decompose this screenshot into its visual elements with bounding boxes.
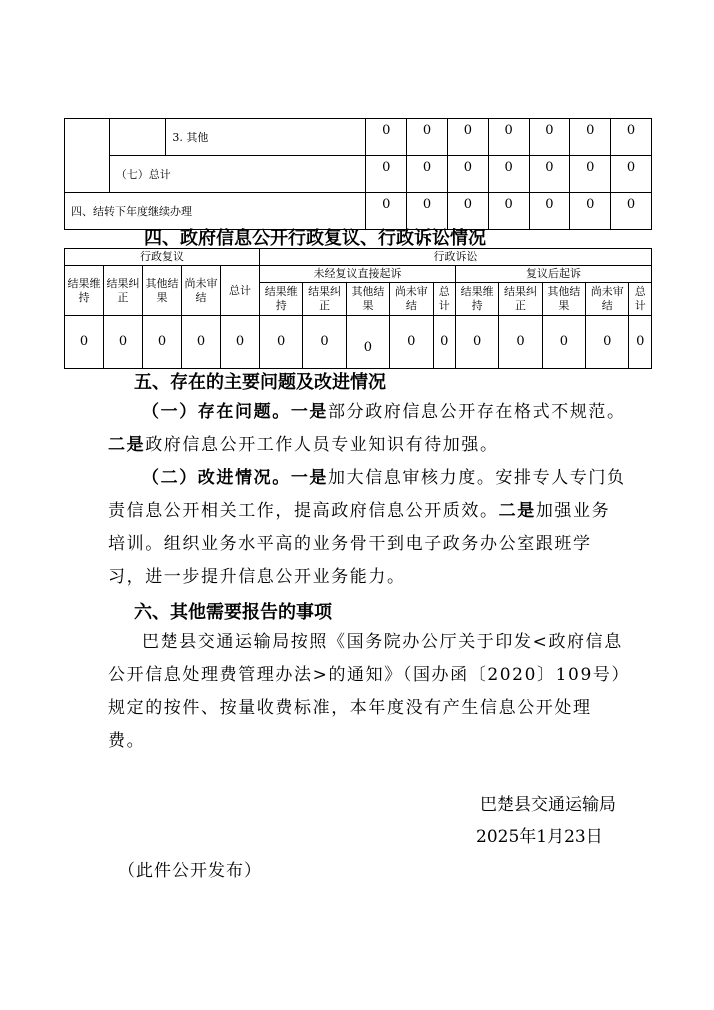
- publication-note: （此件公开发布）: [118, 861, 262, 881]
- table-cell: 0: [447, 193, 488, 230]
- table-cell: 0: [346, 316, 389, 369]
- table-cell: 0: [499, 316, 542, 369]
- table-cell: 0: [303, 316, 346, 369]
- table-cell: 0: [611, 193, 652, 230]
- table-header-row: [65, 266, 652, 283]
- col-header: 其他结果: [542, 283, 585, 316]
- disposal-table-tail: [64, 118, 652, 230]
- table-row: [65, 156, 652, 193]
- paragraph-text: 加大信息审核力度。安排专人专门负责信息公开相关工作，提高政府信息公开质效。: [108, 468, 626, 521]
- table-cell: 0: [488, 156, 529, 193]
- table-cell: 0: [488, 193, 529, 230]
- table-cell: 0: [570, 156, 611, 193]
- col-header: 结果维持: [65, 266, 104, 316]
- bold-marker: 一是: [290, 468, 329, 488]
- col-header: 结果维持: [455, 283, 498, 316]
- paragraph-title: （二）改进情况。: [142, 468, 291, 488]
- bold-marker: 一是: [290, 402, 329, 422]
- table-cell: 0: [407, 156, 448, 193]
- col-header: 结果纠正: [104, 266, 143, 316]
- table-cell: 0: [366, 156, 407, 193]
- col-header: 总计: [433, 283, 455, 316]
- table-cell: 0: [542, 316, 585, 369]
- table-cell: 0: [407, 119, 448, 156]
- table-cell: 0: [488, 119, 529, 156]
- table-cell: 0: [611, 119, 652, 156]
- table-cell: 0: [586, 316, 629, 369]
- col-header: 其他结果: [143, 266, 182, 316]
- bold-marker: 二是: [498, 501, 536, 521]
- table-cell: 0: [529, 193, 570, 230]
- table-cell: 0: [104, 316, 143, 369]
- table-cell: 0: [366, 193, 407, 230]
- table-cell: 0: [407, 193, 448, 230]
- table-cell: 0: [143, 316, 182, 369]
- signature-date: 2025年1月23日: [476, 827, 603, 847]
- header-reconsideration: 行政复议: [65, 249, 260, 266]
- table-cell: 0: [529, 156, 570, 193]
- section-heading-5: 五、存在的主要问题及改进情况: [134, 372, 386, 393]
- table-cell: 0: [570, 193, 611, 230]
- table-cell: 0: [611, 156, 652, 193]
- table-cell: 0: [260, 316, 303, 369]
- blank-cell: [65, 119, 110, 193]
- table-row: [65, 119, 652, 156]
- header-direct-suit: 未经复议直接起诉: [260, 266, 456, 283]
- col-header: 总计: [221, 266, 260, 316]
- section-heading-4: 四、政府信息公开行政复议、行政诉讼情况: [144, 228, 486, 249]
- col-header: 其他结果: [346, 283, 389, 316]
- col-header: 总计: [629, 283, 652, 316]
- table-cell: 0: [433, 316, 455, 369]
- row-label: 3. 其他: [166, 119, 366, 156]
- paragraph-other-matters: 巴楚县交通运输局按照《国务院办公厅关于印发<政府信息公开信息处理费管理办法>的通知》（国办函〔2020〕109号）规定的按件、按量收费标准，本年度没有产生信息公开处理费。: [108, 632, 623, 751]
- header-litigation: 行政诉讼: [260, 249, 652, 266]
- table-cell: 0: [447, 156, 488, 193]
- col-header: 结果维持: [260, 283, 303, 316]
- col-header: 尚未审结: [390, 283, 433, 316]
- review-litigation-table: [64, 248, 652, 369]
- paragraph-text: 部分政府信息公开存在格式不规范。: [328, 402, 626, 422]
- table-cell: 0: [447, 119, 488, 156]
- table-cell: 0: [529, 119, 570, 156]
- table-row: [65, 316, 652, 369]
- table-cell: 0: [221, 316, 260, 369]
- header-after-reconsideration: 复议后起诉: [455, 266, 651, 283]
- paragraph-improvements: [108, 462, 628, 594]
- paragraph-problems: [108, 396, 628, 462]
- col-header: 尚未审结: [182, 266, 221, 316]
- col-header: 尚未审结: [586, 283, 629, 316]
- table-cell: 0: [455, 316, 498, 369]
- table-cell: 0: [366, 119, 407, 156]
- row-label: （七）总计: [109, 156, 366, 193]
- section-heading-6: 六、其他需要报告的事项: [134, 602, 332, 623]
- row-label: 四、结转下年度继续办理: [65, 193, 366, 230]
- table-cell: 0: [390, 316, 433, 369]
- paragraph-text: 加强业务培训。组织业务水平高的业务骨干到电子政务办公室跟班学习，进一步提升信息公开业务能力。: [108, 501, 611, 587]
- blank-cell: [109, 119, 166, 156]
- table-cell: 0: [629, 316, 652, 369]
- col-header: 结果纠正: [303, 283, 346, 316]
- bold-marker: 二是: [108, 435, 146, 455]
- paragraph-text: 政府信息公开工作人员专业知识有待加强。: [145, 435, 499, 455]
- signature-org: 巴楚县交通运输局: [480, 795, 616, 815]
- table-cell: 0: [182, 316, 221, 369]
- table-header-row: [65, 249, 652, 266]
- col-header: 结果纠正: [499, 283, 542, 316]
- paragraph-title: （一）存在问题。: [142, 402, 291, 422]
- table-cell: 0: [570, 119, 611, 156]
- table-cell: 0: [65, 316, 104, 369]
